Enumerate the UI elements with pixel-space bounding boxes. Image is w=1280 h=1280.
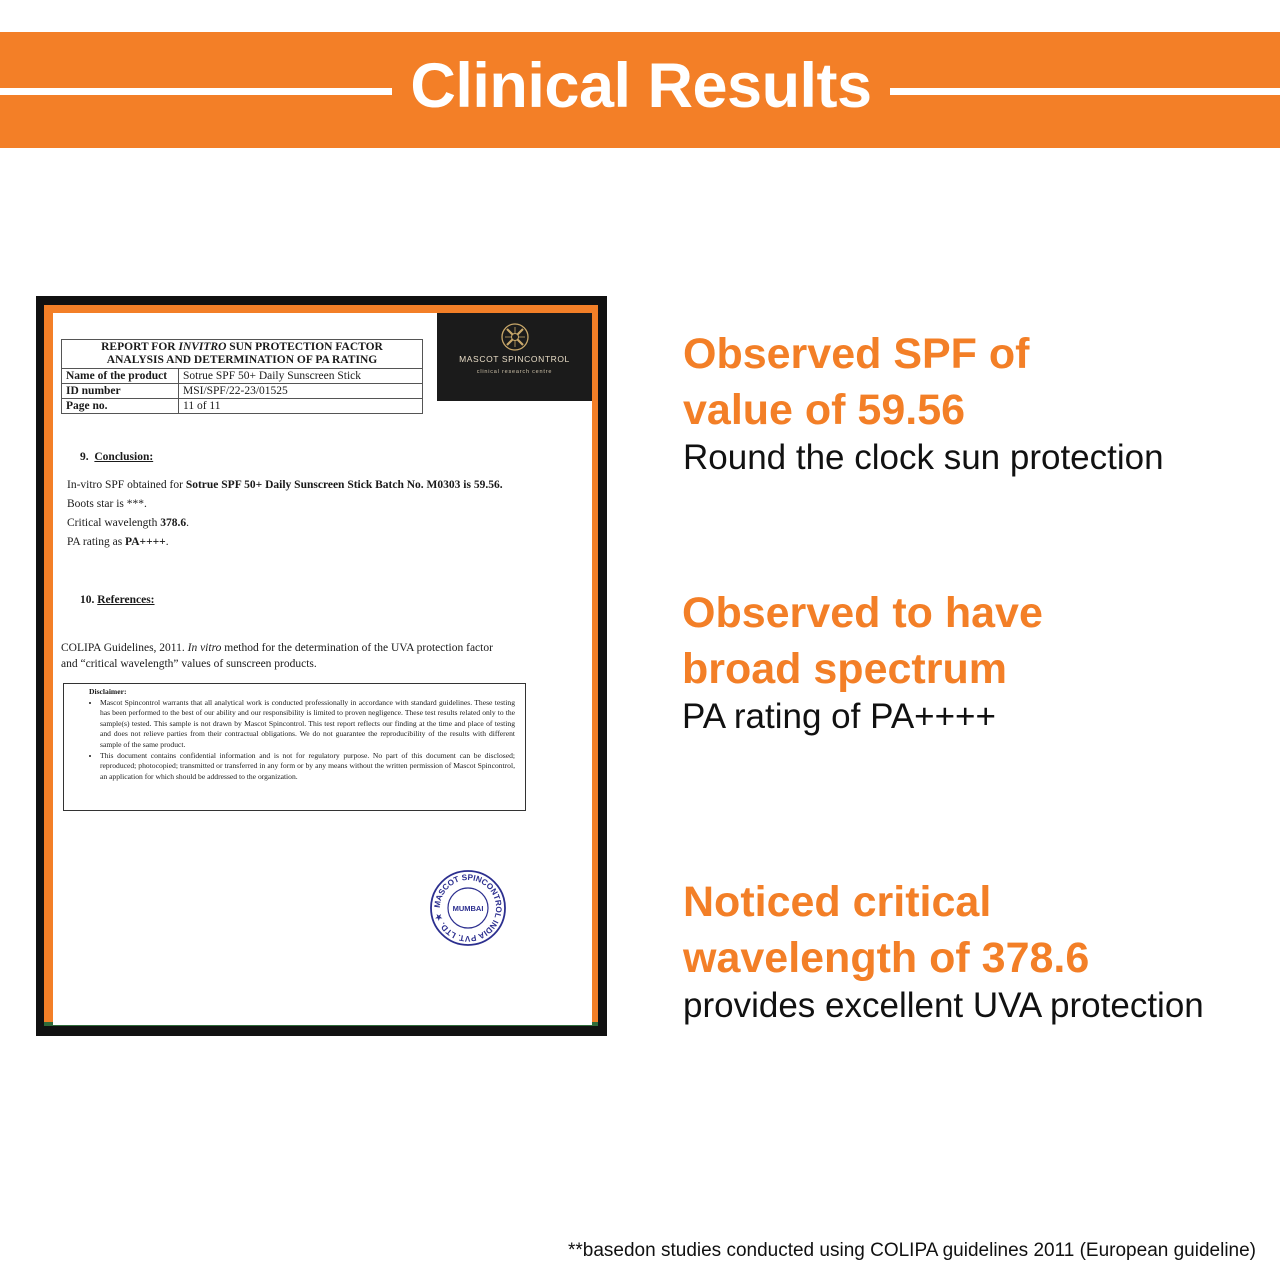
footnote: **basedon studies conducted using COLIPA guidelines 2011 (European guideline): [568, 1240, 1256, 1261]
claim-heading: Observed SPF of: [683, 330, 1030, 378]
claim-heading: wavelength of 378.6: [683, 934, 1090, 982]
conclusion-text: In-vitro SPF obtained for Sotrue SPF 50+ Daily Sunscreen Stick Batch No. M0303 is 59.56. Boots star is ***. Critical wavelength 378.6. PA rating as PA++++.: [67, 479, 503, 548]
company-stamp: [428, 868, 508, 948]
report-document: [36, 296, 607, 1036]
claim-broad-spectrum: [682, 585, 1043, 737]
banner-rule-right: [890, 88, 1280, 95]
claim-heading: broad spectrum: [682, 645, 1007, 693]
stamp-ring-text: MASCOT SPINCONTROL INDIA PVT. LTD. ★: [432, 872, 504, 944]
claim-critical-wavelength: [683, 874, 1204, 1026]
stamp-center-text: MUMBAI: [452, 904, 484, 913]
references-text: COLIPA Guidelines, 2011. In vitro method for the determination of the UVA protection factor and “critical wavelength” values of sunscreen products.: [61, 642, 493, 670]
disclaimer-box: Disclaimer: • Mascot Spincontrol warrants that all analytical work is conducted professionally in accordance with standard guidelines. These testing has been performed to the best of our ability and our responsibility is limited to proven negligence. These test results related only to the sample(s) tested. This sample is not drawn by Mascot Spincontrol. This test report reflects our finding at the time and place of testing and does not relieve parties from their contractual obligations. We do not guarantee the reproducibility of the results with different sample of the same product. • This document contains confidential information and is not for regulatory purpose. No part of this document can be disclosed; reproduced; photocopied; transmitted or transferred in any form or by any means without the written permission of Mascot Spincontrol, an application for which should be addressed to the organization.: [63, 683, 526, 811]
report-title: REPORT FOR INVITRO SUN PROTECTION FACTOR ANALYSIS AND DETERMINATION OF PA RATING: [62, 340, 423, 369]
references-heading: 10. References:: [80, 594, 155, 606]
mascot-spincontrol-logo: MASCOT SPINCONTROL clinical research centre: [437, 313, 592, 401]
report-row-page: Page no. 11 of 11: [62, 399, 423, 414]
claim-heading: Observed to have: [682, 589, 1043, 637]
header-banner: [0, 32, 1280, 148]
report-header-table: [61, 339, 423, 414]
claim-spf: [683, 326, 1164, 478]
report-row-product: Name of the product Sotrue SPF 50+ Daily Sunscreen Stick: [62, 369, 423, 384]
conclusion-heading: 9. Conclusion:: [80, 451, 154, 463]
disclaimer-item: • Mascot Spincontrol warrants that all analytical work is conducted professionally in accordance with standard guidelines. These testing has been performed to the best of our ability and our responsibility is limited to proven negligence. These test results related only to the sample(s) tested. This sample is not drawn by Mascot Spincontrol. This test report reflects our finding at the time and place of testing and does not relieve parties from their contractual obligations. We do not guarantee the reproducibility of the results with different sample of the same product.: [100, 698, 515, 751]
claim-subtext: provides excellent UVA protection: [683, 986, 1204, 1025]
disclaimer-item: • This document contains confidential information and is not for regulatory purpose. No part of this document can be disclosed; reproduced; photocopied; transmitted or transferred in any form or by any means without the written permission of Mascot Spincontrol, an application for which should be addressed to the organization.: [100, 751, 515, 783]
claim-heading: Noticed critical: [683, 878, 992, 926]
report-page: [53, 313, 592, 1025]
claim-subtext: Round the clock sun protection: [683, 438, 1164, 477]
claim-heading: value of 59.56: [683, 386, 966, 434]
report-row-id: ID number MSI/SPF/22-23/01525: [62, 384, 423, 399]
banner-rule-left: [0, 88, 392, 95]
claim-subtext: PA rating of PA++++: [682, 697, 996, 736]
page-title: Clinical Results: [410, 51, 872, 121]
spincontrol-emblem-icon: [500, 322, 530, 352]
